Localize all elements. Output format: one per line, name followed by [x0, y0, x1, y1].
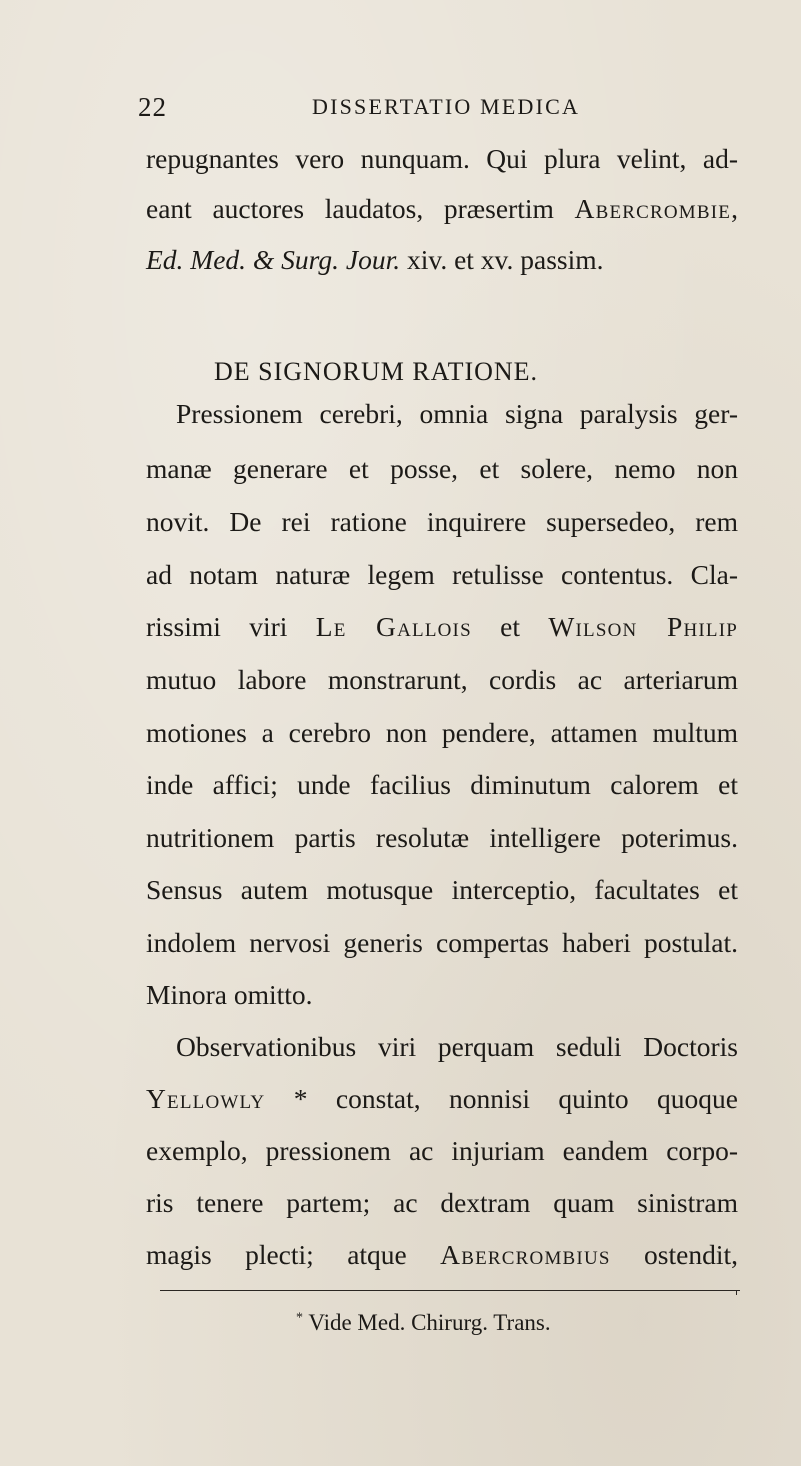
- footnote-rule: [160, 1290, 740, 1291]
- footnote: [296, 1310, 551, 1336]
- author-name: Wilson Philip: [548, 611, 739, 642]
- body-line-16: [176, 1033, 738, 1061]
- body-line-9: [146, 666, 738, 694]
- body-text: ,: [731, 193, 738, 224]
- body-text: repugnantes vero nunquam. Qui plura velint, ad-: [146, 143, 738, 174]
- body-text: Minora omitto.: [146, 979, 313, 1010]
- body-text: indolem nervosi generis compertas haberi postulat.: [146, 927, 738, 958]
- body-line-6: [146, 508, 738, 536]
- body-line-13: [146, 876, 738, 904]
- body-line-19: [146, 1189, 738, 1217]
- body-text: motiones a cerebro non pendere, attamen multum: [146, 717, 738, 748]
- body-text: * constat, nonnisi quinto quoque: [265, 1083, 738, 1114]
- section-heading: DE SIGNORUM RATIONE.: [214, 357, 539, 386]
- body-text: inde affici; unde facilius diminutum calorem et: [146, 769, 738, 800]
- author-name: Abercrombie: [574, 193, 732, 224]
- body-text: et: [471, 611, 549, 642]
- body-text: xiv. et xv. passim.: [400, 244, 604, 275]
- body-text: exemplo, pressionem ac injuriam eandem corpo-: [146, 1135, 738, 1166]
- body-text: ad notam naturæ legem retulisse contentus. Cla-: [146, 559, 738, 590]
- body-line-20: [146, 1241, 738, 1269]
- body-line-7: [146, 561, 738, 589]
- author-name: Abercrombius: [440, 1239, 611, 1270]
- body-text: manæ generare et posse, et solere, nemo non: [146, 453, 738, 484]
- body-line-17: [146, 1085, 738, 1113]
- body-line-8: [146, 613, 738, 641]
- body-line-18: [146, 1137, 738, 1165]
- footnote-text: Vide Med. Chirurg. Trans.: [303, 1310, 551, 1335]
- body-text: rissimi viri: [146, 611, 316, 642]
- journal-title: Ed. Med. & Surg. Jour.: [146, 244, 401, 275]
- author-name: Yellowly: [146, 1083, 266, 1114]
- body-text: magis plecti; atque: [146, 1239, 441, 1270]
- body-text: Pressionem cerebri, omnia signa paralysis ger-: [176, 398, 738, 429]
- body-text: Sensus autem motusque interceptio, facultates et: [146, 874, 738, 905]
- body-text: Observationibus viri perquam seduli Doctoris: [176, 1031, 738, 1062]
- body-line-11: [146, 771, 738, 799]
- body-line-5: [146, 455, 738, 483]
- page-number: 22: [138, 92, 167, 122]
- footnote-rule-tick: [736, 1290, 737, 1295]
- body-line-3: [146, 246, 738, 274]
- body-line-10: [146, 719, 738, 747]
- body-line-12: [146, 824, 738, 852]
- body-text: nutritionem partis resolutæ intelligere poterimus.: [146, 822, 738, 853]
- body-line-2: [146, 195, 738, 223]
- body-text: novit. De rei ratione inquirere supersedeo, rem: [146, 506, 738, 537]
- author-name: Le Gallois: [315, 611, 472, 642]
- body-text: mutuo labore monstrarunt, cordis ac arteriarum: [146, 664, 738, 695]
- footnote-marker: *: [296, 1310, 303, 1326]
- body-text: eant auctores laudatos, præsertim: [146, 193, 575, 224]
- page-header: [138, 92, 658, 126]
- running-head: DISSERTATIO MEDICA: [312, 94, 581, 119]
- body-line-14: [146, 929, 738, 957]
- body-text: ris tenere partem; ac dextram quam sinistram: [146, 1187, 738, 1218]
- body-line-15: [146, 981, 738, 1009]
- body-line-1: [146, 145, 738, 173]
- body-text: ostendit,: [610, 1239, 738, 1270]
- body-line-4: [176, 400, 738, 428]
